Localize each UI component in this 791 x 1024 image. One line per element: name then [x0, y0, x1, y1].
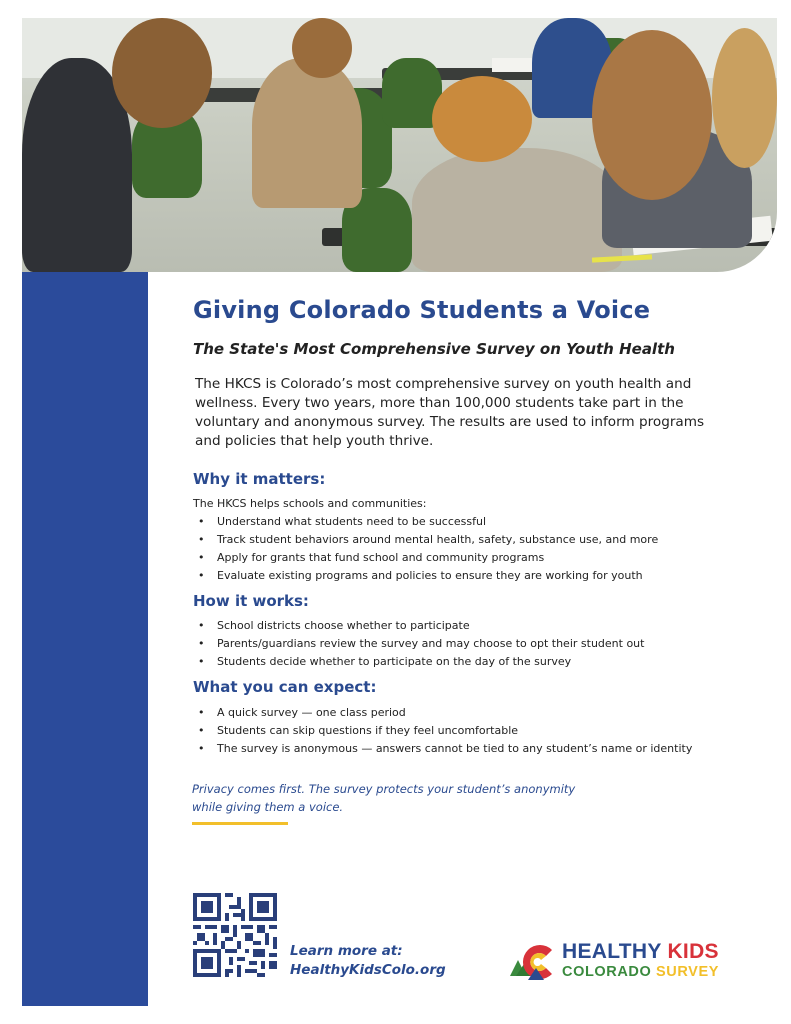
learn-more-label: Learn more at: [290, 943, 403, 959]
how-list [193, 617, 644, 671]
colorado-c-mountain-icon [508, 940, 558, 982]
website-link[interactable]: HealthyKidsColo.org [290, 962, 446, 978]
page-subtitle: The State's Most Comprehensive Survey on Youth Health [193, 340, 675, 358]
list-item: • School districts choose whether to participate [193, 617, 644, 635]
list-item: • Evaluate existing programs and policies to ensure they are working for youth [193, 567, 658, 585]
list-item: • Parents/guardians review the survey and may choose to opt their student out [193, 635, 644, 653]
list-item: • Apply for grants that fund school and community programs [193, 549, 658, 567]
logo-healthy: HEALTHY [562, 940, 662, 963]
logo-kids: KIDS [667, 940, 719, 963]
privacy-note [192, 780, 612, 816]
list-item: • A quick survey — one class period [193, 704, 692, 722]
why-heading: Why it matters: [193, 470, 326, 488]
list-item: • Understand what students need to be successful [193, 513, 658, 531]
expect-list [193, 704, 692, 758]
header-photo [22, 18, 777, 272]
qr-code-icon[interactable] [193, 893, 277, 977]
intro-paragraph: The HKCS is Colorado’s most comprehensive survey on youth health and wellness. Every two years, more than 100,000 students take part in the voluntary and anonymous survey. The results are used to inform programs and policies that help youth thrive. [195, 376, 705, 449]
page-title: Giving Colorado Students a Voice [193, 296, 651, 324]
why-list [193, 513, 658, 585]
logo-survey: SURVEY [656, 964, 719, 980]
list-item: • Students can skip questions if they feel uncomfortable [193, 722, 692, 740]
why-lead: The HKCS helps schools and communities: [193, 497, 427, 510]
list-item: • Students decide whether to participate on the day of the survey [193, 653, 644, 671]
privacy-line-1: Privacy comes first. The survey protects your student’s anonymity [192, 782, 576, 796]
learn-more [290, 942, 446, 980]
sidebar-band [22, 272, 148, 1006]
how-heading: How it works: [193, 592, 309, 610]
privacy-line-2: while giving them a voice. [192, 800, 344, 814]
accent-rule [192, 822, 288, 825]
logo-line-2 [562, 964, 719, 980]
logo-line-1 [562, 940, 719, 964]
logo-colorado: COLORADO [562, 964, 652, 980]
list-item: • Track student behaviors around mental health, safety, substance use, and more [193, 531, 658, 549]
list-item: • The survey is anonymous — answers cannot be tied to any student’s name or identity [193, 740, 692, 758]
healthy-kids-colorado-survey-logo [508, 940, 738, 984]
expect-heading: What you can expect: [193, 678, 377, 696]
